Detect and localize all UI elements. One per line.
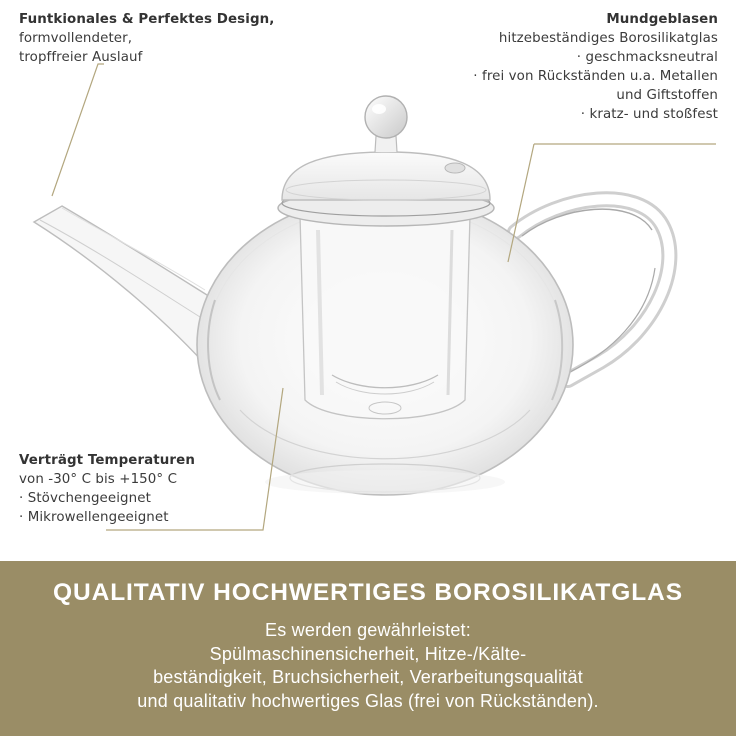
callout-design-heading: Funtkionales & Perfektes Design, — [19, 12, 275, 27]
callout-temperature — [19, 451, 195, 527]
callout-design-line: formvollendeter, — [19, 31, 133, 46]
callout-material-line: · kratz- und stoßfest — [580, 107, 718, 122]
banner-line: Spülmaschinensicherheit, Hitze-/Kälte- — [209, 643, 527, 664]
callout-material — [473, 10, 718, 124]
tea-infuser — [300, 215, 470, 419]
banner-text — [0, 619, 736, 713]
banner-line: und qualitativ hochwertiges Glas (frei von Rückständen). — [137, 690, 599, 711]
callout-material-heading: Mundgeblasen — [606, 12, 718, 27]
callout-temperature-line: · Stövchengeeignet — [19, 491, 151, 506]
callout-temperature-heading: Verträgt Temperaturen — [19, 453, 195, 468]
callout-temperature-line: von -30° C bis +150° C — [19, 472, 178, 487]
callout-design-line: tropffreier Auslauf — [19, 50, 143, 65]
callout-design — [19, 10, 274, 67]
callout-temperature-line: · Mikrowellengeeignet — [19, 510, 169, 525]
lid-knob — [365, 96, 407, 138]
callout-material-line: · geschmacksneutral — [576, 50, 718, 65]
banner-line: Es werden gewährleistet: — [265, 620, 471, 640]
teapot-lid — [278, 136, 494, 226]
teapot-spout — [34, 206, 215, 372]
callout-material-line: und Giftstoffen — [616, 88, 718, 103]
callout-material-line: hitzebeständiges Borosilikatglas — [498, 31, 718, 46]
banner-line: beständigkeit, Bruchsicherheit, Verarbeitungsqualität — [153, 667, 583, 687]
leader-line-design — [52, 64, 104, 196]
banner-title: QUALITATIV HOCHWERTIGES BOROSILIKATGLAS — [53, 579, 683, 606]
quality-banner — [0, 561, 736, 736]
callout-material-line: · frei von Rückständen u.a. Metallen — [473, 69, 718, 84]
